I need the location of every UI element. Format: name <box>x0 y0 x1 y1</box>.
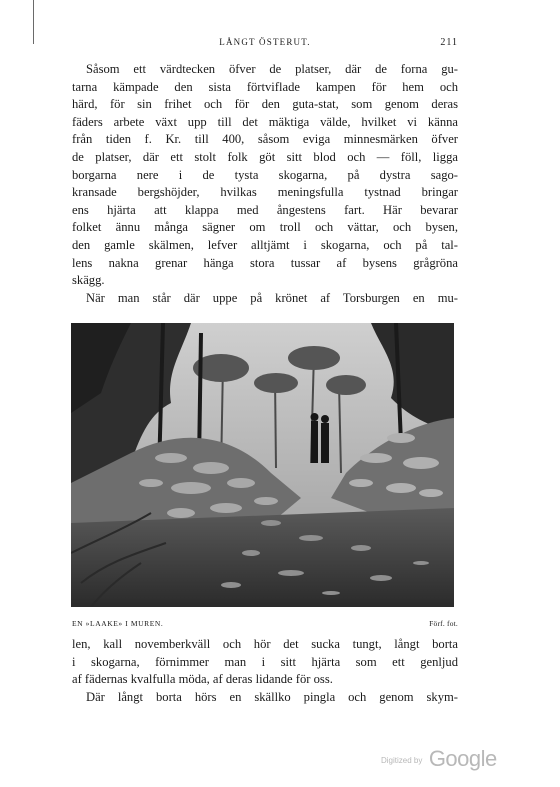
watermark-prefix: Digitized by <box>381 756 423 765</box>
text-line: tarna kämpade den sista förtviflade kampen för hem och <box>72 79 458 94</box>
text-line: borgarna nere i de tysta skogarna, på dystra sago- <box>72 167 458 182</box>
text-line: härd, för sin frihet och för den guta-stat, som genom deras <box>72 97 458 112</box>
text-line: Där långt borta hörs en skällko pingla och genom skym- <box>86 689 458 704</box>
text-line: skägg. <box>72 273 105 288</box>
figure-caption-row <box>72 619 458 631</box>
text-line: kransade bergshöjder, hvilkas meningsfulla tystnad bringar <box>72 185 458 200</box>
body-text-bottom <box>72 636 458 706</box>
text-line: folket ännu många sägner om troll och vättar, och bysen, <box>72 220 458 235</box>
photo-credit: Förf. fot. <box>429 619 458 628</box>
forest-wall-photo <box>71 323 454 607</box>
running-title: LÅNGT ÖSTERUT. <box>219 37 311 47</box>
text-line: ens hjärta att klappa med ångestens fart. Här bevarar <box>72 202 458 217</box>
figure-caption: EN »LAAKE» I MUREN. <box>72 619 164 628</box>
text-line: från tiden f. Kr. till 400, såsom eviga minnesmärken öfver <box>72 132 458 147</box>
text-line: len, kall novemberkväll och hör det sucka tungt, långt borta <box>72 637 458 651</box>
text-line: Såsom ett värdtecken öfver de platser, där de forna gu- <box>86 62 458 76</box>
text-line: När man står där uppe på krönet af Torsburgen en mu- <box>86 290 458 305</box>
text-line: i skogarna, förnimmer man i sitt hjärta som ett genljud <box>72 654 458 669</box>
page-number: 211 <box>440 37 458 48</box>
google-logo: Google <box>428 746 497 771</box>
text-line: af fädernas kvalfulla möda, af deras lidande för oss. <box>72 672 333 687</box>
digitized-watermark <box>381 746 497 772</box>
text-line: den gamle skälmen, lefver alltjämt i skogarna, och på tal- <box>72 237 458 252</box>
running-head <box>72 37 458 51</box>
text-line: de platser, där ett stolt folk göt sitt blod och — föll, ligga <box>72 149 458 164</box>
body-text-top <box>72 61 458 307</box>
text-line: fäders arbete växt upp till det mäktiga välde, hvilket vi känna <box>72 114 458 129</box>
page-edge-line <box>33 0 34 44</box>
text-line: lens nakna grenar hänga stora tussar af bysens grågröna <box>72 255 458 270</box>
